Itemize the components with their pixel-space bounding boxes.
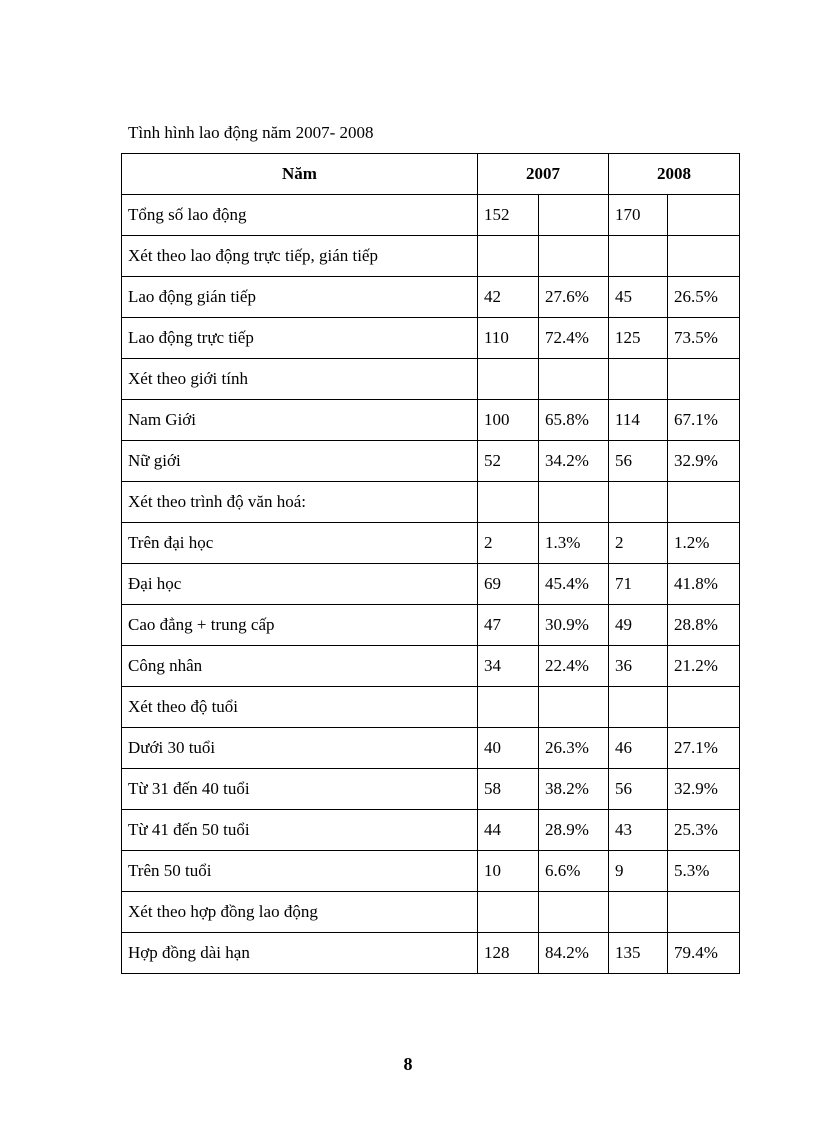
row-label: Tổng số lao động (122, 195, 478, 236)
row-label: Nữ giới (122, 441, 478, 482)
table-row (122, 605, 740, 646)
count-2007: 40 (478, 728, 539, 769)
percent-2008 (668, 236, 740, 277)
table-row (122, 482, 740, 523)
count-2008 (609, 359, 668, 400)
percent-2008: 27.1% (668, 728, 740, 769)
percent-2007 (539, 195, 609, 236)
percent-2008: 73.5% (668, 318, 740, 359)
row-label: Xét theo độ tuổi (122, 687, 478, 728)
count-2008: 49 (609, 605, 668, 646)
percent-2007: 72.4% (539, 318, 609, 359)
count-2007: 2 (478, 523, 539, 564)
table-row (122, 933, 740, 974)
row-label: Đại học (122, 564, 478, 605)
row-label: Xét theo hợp đồng lao động (122, 892, 478, 933)
table-row (122, 769, 740, 810)
row-label: Hợp đồng dài hạn (122, 933, 478, 974)
percent-2007: 38.2% (539, 769, 609, 810)
count-2007: 110 (478, 318, 539, 359)
percent-2008 (668, 892, 740, 933)
row-label: Cao đẳng + trung cấp (122, 605, 478, 646)
row-label: Xét theo lao động trực tiếp, gián tiếp (122, 236, 478, 277)
percent-2007 (539, 482, 609, 523)
count-2008: 2 (609, 523, 668, 564)
row-label: Dưới 30 tuổi (122, 728, 478, 769)
table-row (122, 646, 740, 687)
count-2008: 135 (609, 933, 668, 974)
count-2008 (609, 236, 668, 277)
table-row (122, 359, 740, 400)
percent-2008: 5.3% (668, 851, 740, 892)
count-2007: 44 (478, 810, 539, 851)
percent-2007: 27.6% (539, 277, 609, 318)
table-row (122, 564, 740, 605)
table-row (122, 400, 740, 441)
percent-2008 (668, 359, 740, 400)
table-row (122, 687, 740, 728)
count-2007: 52 (478, 441, 539, 482)
count-2007: 100 (478, 400, 539, 441)
count-2008: 56 (609, 441, 668, 482)
percent-2008: 25.3% (668, 810, 740, 851)
table-row (122, 851, 740, 892)
percent-2007 (539, 687, 609, 728)
table-row (122, 523, 740, 564)
count-2007: 42 (478, 277, 539, 318)
percent-2007 (539, 892, 609, 933)
percent-2008: 21.2% (668, 646, 740, 687)
row-label: Xét theo giới tính (122, 359, 478, 400)
count-2007: 34 (478, 646, 539, 687)
percent-2008 (668, 687, 740, 728)
table-caption: Tình hình lao động năm 2007- 2008 (128, 123, 374, 142)
count-2008: 125 (609, 318, 668, 359)
percent-2007: 30.9% (539, 605, 609, 646)
percent-2007 (539, 236, 609, 277)
table-row (122, 892, 740, 933)
percent-2008: 26.5% (668, 277, 740, 318)
row-label: Từ 31 đến 40 tuổi (122, 769, 478, 810)
percent-2007: 84.2% (539, 933, 609, 974)
count-2008: 43 (609, 810, 668, 851)
row-label: Xét theo trình độ văn hoá: (122, 482, 478, 523)
percent-2007 (539, 359, 609, 400)
count-2008: 71 (609, 564, 668, 605)
table-header-row (122, 154, 740, 195)
table-body (122, 195, 740, 974)
labor-statistics-table (121, 153, 740, 974)
count-2008 (609, 892, 668, 933)
count-2008: 114 (609, 400, 668, 441)
table-row (122, 277, 740, 318)
table-row (122, 441, 740, 482)
count-2007 (478, 236, 539, 277)
table-row (122, 236, 740, 277)
count-2007: 58 (478, 769, 539, 810)
count-2007 (478, 687, 539, 728)
count-2008: 46 (609, 728, 668, 769)
count-2008: 9 (609, 851, 668, 892)
percent-2007: 26.3% (539, 728, 609, 769)
row-label: Trên đại học (122, 523, 478, 564)
percent-2007: 34.2% (539, 441, 609, 482)
count-2007: 128 (478, 933, 539, 974)
percent-2007: 28.9% (539, 810, 609, 851)
header-year-2008: 2008 (609, 154, 740, 195)
header-year-label: Năm (122, 154, 478, 195)
table-row (122, 810, 740, 851)
percent-2008: 67.1% (668, 400, 740, 441)
count-2007 (478, 482, 539, 523)
row-label: Lao động gián tiếp (122, 277, 478, 318)
row-label: Lao động trực tiếp (122, 318, 478, 359)
count-2008 (609, 482, 668, 523)
page-number: 8 (403, 1054, 413, 1074)
header-year-2007: 2007 (478, 154, 609, 195)
percent-2007: 65.8% (539, 400, 609, 441)
count-2007 (478, 359, 539, 400)
percent-2007: 45.4% (539, 564, 609, 605)
count-2008: 36 (609, 646, 668, 687)
percent-2008: 79.4% (668, 933, 740, 974)
percent-2008: 41.8% (668, 564, 740, 605)
percent-2008: 28.8% (668, 605, 740, 646)
row-label: Trên 50 tuổi (122, 851, 478, 892)
count-2008: 56 (609, 769, 668, 810)
row-label: Nam Giới (122, 400, 478, 441)
row-label: Công nhân (122, 646, 478, 687)
percent-2008: 32.9% (668, 441, 740, 482)
percent-2008 (668, 195, 740, 236)
table-row (122, 318, 740, 359)
count-2008: 170 (609, 195, 668, 236)
count-2007: 10 (478, 851, 539, 892)
table-row (122, 728, 740, 769)
count-2008 (609, 687, 668, 728)
count-2007: 69 (478, 564, 539, 605)
count-2007 (478, 892, 539, 933)
percent-2008 (668, 482, 740, 523)
count-2008: 45 (609, 277, 668, 318)
percent-2007: 1.3% (539, 523, 609, 564)
percent-2008: 32.9% (668, 769, 740, 810)
count-2007: 152 (478, 195, 539, 236)
percent-2007: 22.4% (539, 646, 609, 687)
count-2007: 47 (478, 605, 539, 646)
row-label: Từ 41 đến 50 tuổi (122, 810, 478, 851)
percent-2007: 6.6% (539, 851, 609, 892)
percent-2008: 1.2% (668, 523, 740, 564)
table-row (122, 195, 740, 236)
